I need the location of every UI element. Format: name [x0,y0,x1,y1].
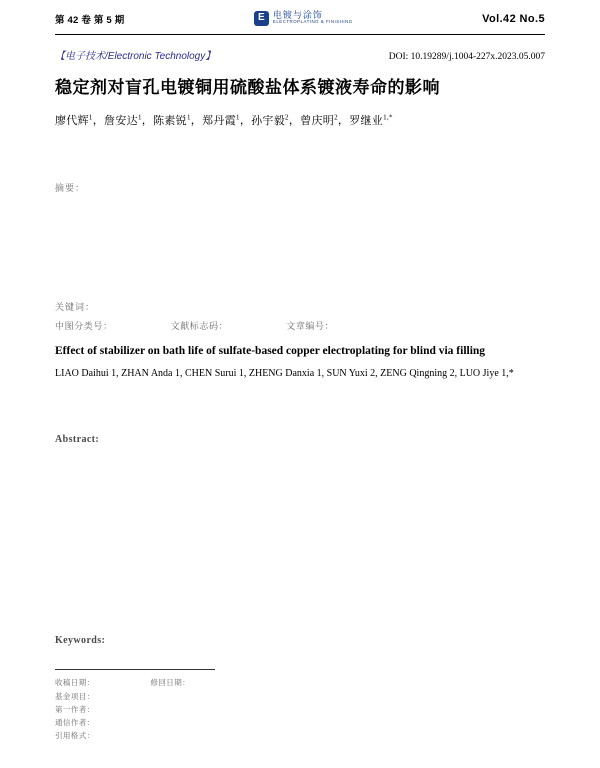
citation-label: 引用格式： [55,730,95,740]
abstract-label-cn: 摘要： [55,183,86,194]
authors-en: LIAO Daihui 1, ZHAN Anda 1, CHEN Surui 1, ZHENG Danxia 1, SUN Yuxi 2, ZENG Qingning 2, LUO Jiye 1,* [55,367,514,379]
footnote-corresponding-author [55,716,355,729]
volume-issue: 第 42 卷 第 5 期 [55,15,125,26]
author-name-cn: 曾庆明$^2$ [300,113,338,127]
article-id-label: 文章编号： [286,321,335,332]
affiliation-cn [55,135,545,145]
author-affiliation-marker: 2 [334,113,338,122]
footnote-fund [55,690,355,703]
author-name-cn: 詹安达$^1$ [104,113,142,127]
volume-issue-en: Vol.42 No.5 [482,13,545,25]
corresponding-author-label: 通信作者： [55,717,95,727]
author-name-cn: 郑丹霞$^1$ [202,113,240,127]
keywords-label-cn: 关键词： [55,302,96,313]
author-affiliation-marker: 1 [88,113,93,122]
abstract-label-en: Abstract: [55,433,100,445]
author-affiliation-marker: 1 [186,113,191,122]
clc-label: 中图分类号： [55,321,113,332]
footnote-divider [55,669,215,670]
author-name-cn: 廖代辉$^1$ [55,113,93,127]
author-affiliation-marker: 1 [137,113,142,122]
received-date-label: 收稿日期： [55,678,95,688]
footnote-first-author [55,703,355,716]
revised-date-label: 修回日期： [150,678,190,688]
journal-name-cn: 电镀与涂饰 [272,9,323,20]
author-name-cn: 孙宇毅$^2$ [251,113,289,127]
affiliation-en [55,386,545,396]
doi-text[interactable]: DOI: 10.19289/j.1004-227x.2023.05.007 [388,52,545,62]
page-title-cn: 稳定剂对盲孔电镀铜用硫酸盐体系镀液寿命的影响 [55,78,440,97]
classification-line [55,319,545,332]
column-doi-line [55,47,545,62]
authors-cn: 廖代辉$^1$，詹安达$^1$，陈素锐$^1$，郑丹霞$^1$，孙宇毅$^2$，曾庆明$^2$，罗继业$^{1,*}$ [55,113,393,127]
running-head [55,0,545,32]
journal-logo-text [273,11,353,25]
column-name: 【电子技术/Electronic Technology】 [55,51,216,62]
first-author-label: 第一作者： [55,704,95,714]
journal-logo [254,11,353,26]
document-code-label: 文献标志码： [170,321,229,332]
author-affiliation-marker: 2 [285,113,289,122]
journal-logo-mark-icon: E [254,11,269,26]
author-name-cn: 罗继业$^{1,*}$ [349,113,393,127]
keywords-label-en: Keywords: [55,634,106,646]
author-affiliation-marker: 1 [236,113,240,122]
fund-label: 基金项目： [55,691,95,701]
footnote-citation [55,729,355,742]
header-divider [55,34,545,35]
author-name-cn: 陈素锐$^1$ [153,113,191,127]
journal-name-en: ELECTROPLATING & FINISHING [272,19,353,25]
keywords-body-en [55,646,545,660]
footnote-block [55,669,355,742]
abstract-body-en [55,445,545,635]
footnote-received [55,676,355,689]
author-affiliation-marker: 1,* [383,113,393,122]
page-title-en: Effect of stabilizer on bath life of sulfate-based copper electroplating for blind via filling [55,345,486,358]
abstract-body-cn [55,194,545,290]
